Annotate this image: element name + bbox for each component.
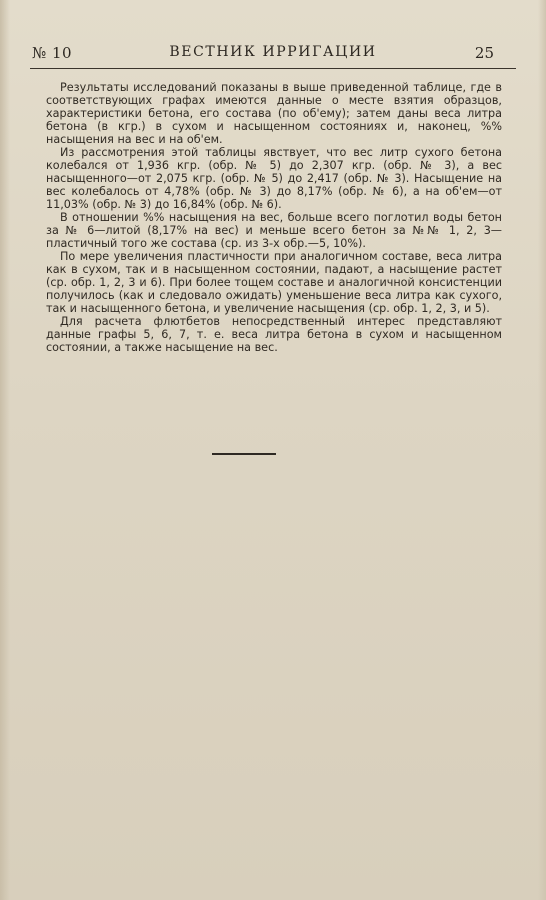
running-header: [30, 40, 516, 69]
section-end-rule: [212, 453, 276, 455]
page-number: 25: [474, 44, 494, 62]
paragraph: Результаты исследований показаны в выше приведенной таблице, где в соответствующих графах имеются данные о месте взятия образцов, характеристики бетона, его состава (по об'ему); затем даны веса литра бетона (в кгр.) в сухом и насыщенном состояниях и, наконец, %% насыщения на вес и на об'ем.: [46, 81, 502, 146]
paragraph: Для расчета флютбетов непосредственный интерес представляют данные графы 5, 6, 7, т. е. веса литра бетона в сухом и насыщенном состоянии, а также насыщение на вес.: [46, 315, 502, 354]
paragraph: По мере увеличения пластичности при аналогичном составе, веса литра как в сухом, так и в насыщенном состоянии, падают, а насыщение растет (ср. обр. 1, 2, 3 и 6). При более тощем составе и аналогичной консистенции получилось (как и следовало ожидать) уменьшение веса литра как сухого, так и насыщенного бетона, и увеличение насыщения (ср. обр. 1, 2, 3, и 5).: [46, 250, 502, 315]
paragraph: В отношении %% насыщения на вес, больше всего поглотил воды бетон за № 6—литой (8,17% на вес) и меньше всего бетон за №№ 1, 2, 3—пластичный того же состава (ср. из 3-х обр.—5, 10%).: [46, 211, 502, 250]
journal-title: ВЕСТНИК ИРРИГАЦИИ: [169, 44, 377, 60]
paragraph: Из рассмотрения этой таблицы явствует, что вес литр сухого бетона колебался от 1,936 кгр. (обр. № 5) до 2,307 кгр. (обр. № 3), а вес насыщенного—от 2,075 кгр. (обр. № 5) до 2,417 (обр. № 3). Насыщение на вес колебалось от 4,78% (обр. № 3) до 8,17% (обр. № 6), а на об'ем—от 11,03% (обр. № 3) до 16,84% (обр. № 6).: [46, 146, 502, 211]
article-body: [46, 81, 502, 354]
issue-number: № 10: [32, 44, 73, 62]
